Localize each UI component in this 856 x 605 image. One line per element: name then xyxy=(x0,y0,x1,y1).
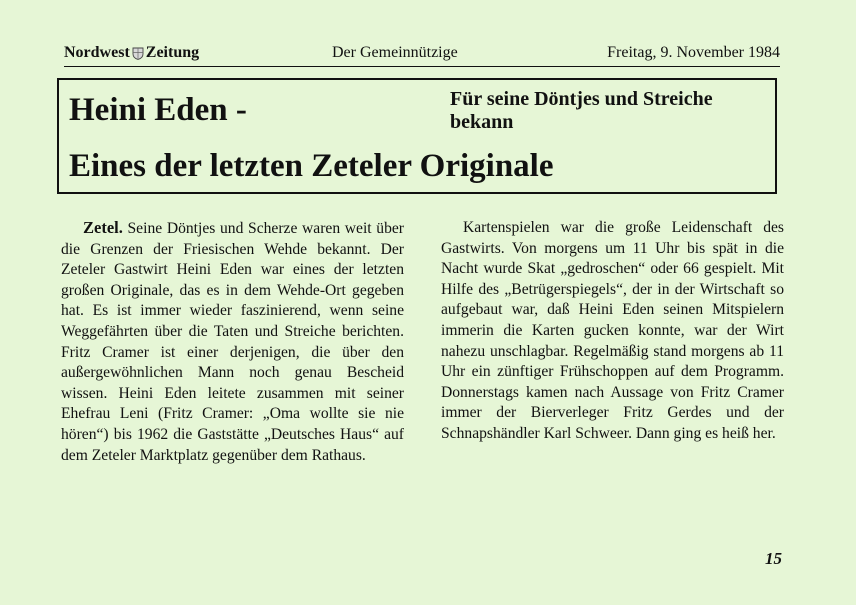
headline-box xyxy=(57,78,777,194)
masthead xyxy=(64,44,780,67)
headline-line-1: Heini Eden - xyxy=(69,92,247,128)
article-column-left xyxy=(61,218,404,466)
newspaper-name-part2: Zeitung xyxy=(145,44,200,61)
article-paragraph-left xyxy=(61,218,404,466)
headline-line-2: Eines der letzten Zeteler Originale xyxy=(69,148,554,184)
dateline: Zetel. xyxy=(83,218,123,237)
article-paragraph-right: Kartenspielen war die große Leidenschaft des Gastwirts. Von morgens um 11 Uhr bis spät in die Nacht wurde Skat „gedroschen“ oder 66 gespielt. Mit Hilfe des „Betrügerspiegels“, der in der Wirtschaft so aufgebaut war, daß Heini Eden seinen Mitspielern immerin die Karten gucken konnte, war der Wirt nahezu unschlagbar. Regelmäßig stand morgens ab 11 Uhr ein zünftiger Frühschoppen auf dem Programm. Donnerstags kamen nach Aussage von Fritz Cramer immer der Bierverleger Fritz Gerdes und der Schnapshändler Karl Schweer. Dann ging es heiß her. xyxy=(441,219,784,442)
page-number: 15 xyxy=(765,549,782,568)
issue-date: Freitag, 9. November 1984 xyxy=(607,44,780,61)
section-name: Der Gemeinnützige xyxy=(332,44,458,61)
article-text-left: Seine Döntjes und Scherze waren weit über die Grenzen der Friesischen Wehde bekannt. Der Zeteler Gastwirt Heini Eden war eines der letzten großen Originale, das es in dem Wehde-Ort gegeben hat. Es ist immer wieder faszinierend, wenn seine Weggefährten über die Taten und Streiche berichten. Fritz Cramer ist einer derjenigen, die über den außergewöhnlichen Mann noch genau Bescheid wissen. Heini Eden leitete zusammen mit seiner Ehefrau Leni (Fritz Cramer: „Oma wollte sie nie hören“) bis 1962 die Gaststätte „Deutsches Haus“ auf dem Zeteler Marktplatz gegenüber dem Rathaus. xyxy=(61,220,404,464)
article-column-right xyxy=(441,218,784,445)
coat-of-arms-icon xyxy=(132,47,144,60)
headline-subtitle: Für seine Döntjes und Streiche bekann xyxy=(450,88,713,133)
newspaper-name xyxy=(64,44,199,62)
newspaper-name-part1: Nordwest xyxy=(64,44,130,61)
